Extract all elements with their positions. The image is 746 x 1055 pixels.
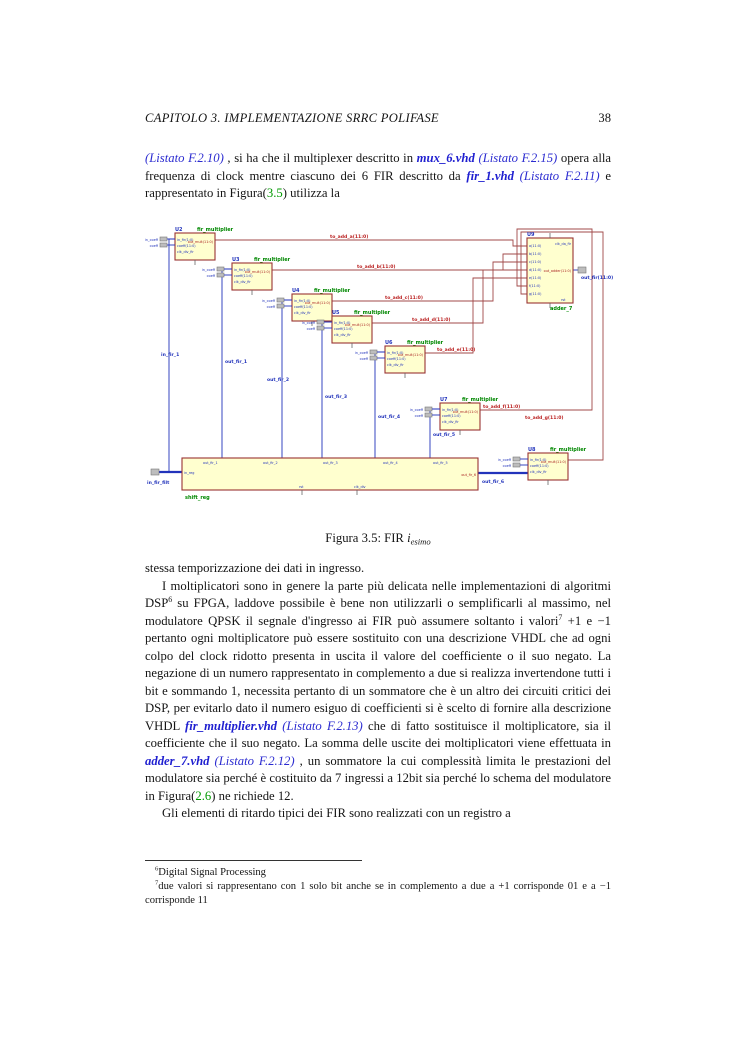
vhdl-file-link[interactable]: fir_1.vhd (466, 168, 514, 183)
paragraph-continuation (145, 560, 611, 578)
adder-rst-label: rst (561, 298, 566, 302)
text-run: , si ha che il multiplexer descritto in (223, 151, 417, 165)
mult-port-label: coeff(11:0) (177, 244, 196, 248)
coeff-pin-label: coeff (206, 274, 215, 278)
mult-port-label: in_fir(1:0) (387, 351, 404, 355)
footnote-7 (145, 880, 611, 908)
paragraph-delay-elements (145, 805, 611, 823)
shift-reg-top-port: out_fir_5 (433, 461, 448, 465)
figure-reference-link[interactable]: 3.5 (266, 186, 283, 200)
footnote-marker: 7 (155, 879, 159, 887)
coeff-pin-label: in_coeff (201, 268, 215, 272)
coeff-pin-label: coeff (414, 414, 423, 418)
mult-U2-ref: U2 (175, 227, 183, 233)
mult-U2-type-label: fir_multiplier (197, 227, 234, 233)
coeff-input-pin (425, 407, 432, 411)
paragraph-top (145, 150, 611, 203)
shift-reg-in-label: in_reg (184, 471, 195, 475)
footnote-6 (145, 866, 611, 880)
shift-reg-out-label: out_fir_6 (461, 473, 476, 477)
coeff-input-pin (370, 356, 377, 360)
net-label: in_fir_filt (147, 481, 170, 486)
coeff-input-pin (217, 273, 224, 277)
text-run: Digital Signal Processing (158, 867, 266, 878)
net-label: to_add_f(11:0) (483, 405, 521, 410)
coeff-input-pin (160, 243, 167, 247)
text-run: che di fatto sostituisce il moltiplicatore, sia il coefficiente che il suo negato. La somma delle uscite dei moltiplicatori viene effettuata in (145, 718, 611, 750)
mult-out-label: out_mult(11:0) (244, 270, 270, 274)
mult-out-label: out_mult(11:0) (304, 301, 330, 305)
shift-reg-bottom-label: clk_div (354, 485, 366, 489)
text-column-top (145, 150, 611, 203)
math-subscript: esimo (410, 536, 431, 547)
mult-port-label: clk_div_fir (294, 311, 311, 315)
adder-type-label: adder_7 (550, 306, 573, 312)
coeff-input-pin (277, 304, 284, 308)
text-run: opera alla frequenza di clock mentre ciascuno dei 6 FIR descritto da (145, 151, 611, 183)
net-label: out_fir_5 (433, 433, 456, 438)
coeff-input-pin (277, 298, 284, 302)
coeff-input-pin (317, 326, 324, 330)
coeff-pin-label: in_coeff (145, 238, 158, 242)
listing-link[interactable]: (Listato F.2.12) (214, 753, 295, 768)
mult-U8-ref: U8 (528, 447, 536, 453)
mult-port-label: coeff(11:0) (530, 464, 549, 468)
mult-port-label: clk_div_fir (334, 333, 351, 337)
mult-out-label: out_mult(11:0) (344, 323, 370, 327)
net-label: to_add_d(11:0) (412, 318, 451, 323)
mult-port-label: coeff(11:0) (387, 357, 406, 361)
adder-port-label: d(11:0) (529, 268, 542, 272)
mult-U7-ref: U7 (440, 397, 448, 403)
mult-U3-ref: U3 (232, 257, 240, 263)
adder-clk-label: clk_da_fir (555, 242, 571, 246)
page-header (145, 111, 611, 126)
text-run: ) utilizza la (282, 186, 340, 200)
mult-port-label: coeff(11:0) (294, 305, 313, 309)
mult-U3-type-label: fir_multiplier (254, 257, 291, 263)
fir-schematic-svg (145, 226, 615, 508)
wire-out-fir-3 (322, 322, 332, 458)
mult-port-label: in_fir(1:0) (334, 321, 351, 325)
text-run: I moltiplicatori sono in genere la parte più delicata nelle implementazioni di algoritmi DSP (145, 578, 611, 610)
footnote-marker: 6 (168, 594, 173, 604)
text-run: +1 e −1 pertanto ogni moltiplicatore può essere sostituito con una descrizione VHDL che ad ogni colpo del clock ridotto presenta in uscita il valore del coefficiente o il suo negato. La negazione di un numero rappresentato in complemento a due si realizza invertendone tutti i bit e sommando 1, necessita pertanto di un sommatore che è un altro dei circuiti critici dei DSP, per evitarlo dato il numero esiguo di coefficienti si è scelto di fornire alla descrizione VHDL (145, 613, 611, 733)
coeff-input-pin (425, 413, 432, 417)
net-label: to_add_e(11:0) (437, 348, 476, 353)
coeff-input-pin (513, 457, 520, 461)
shift-reg-top-port: out_fir_4 (383, 461, 398, 465)
coeff-pin-label: coeff (149, 244, 158, 248)
input-io-pin (151, 469, 159, 475)
mult-port-label: clk_div_fir (234, 280, 251, 284)
shift-reg-type-label: shift_reg (185, 495, 210, 501)
mult-U4-ref: U4 (292, 288, 300, 294)
mult-U5-type-label: fir_multiplier (354, 310, 391, 316)
shift-reg-bottom-label: rst (299, 485, 304, 489)
mult-out-label: out_mult(11:0) (540, 460, 566, 464)
chapter-header: CAPITOLO 3. IMPLEMENTAZIONE SRRC POLIFASE (145, 111, 439, 125)
adder-port-label: f(11:0) (529, 284, 541, 288)
output-io-pin (578, 267, 586, 273)
net-label: out_fir_2 (267, 378, 290, 383)
text-column-body (145, 560, 611, 823)
net-label: in_fir_1 (161, 353, 180, 358)
adder-port-label: g(11:0) (529, 292, 542, 296)
text-run: e rappresentato in Figura( (145, 168, 611, 200)
net-label: to_add_g(11:0) (525, 416, 564, 421)
mult-port-label: coeff(11:0) (334, 327, 353, 331)
mult-out-label: out_mult(11:0) (187, 240, 213, 244)
mult-port-label: in_fir(1:0) (294, 299, 311, 303)
mult-port-label: clk_div_fir (530, 470, 547, 474)
wire-to-add-a (215, 240, 527, 246)
coeff-input-pin (370, 350, 377, 354)
mult-port-label: clk_div_fir (177, 250, 194, 254)
net-label: out_fir_4 (378, 415, 401, 420)
coeff-input-pin (160, 237, 167, 241)
coeff-pin-label: coeff (266, 305, 275, 309)
listing-link[interactable]: (Listato F.2.13) (282, 718, 363, 733)
mult-port-label: in_fir(1:0) (442, 408, 459, 412)
text-run: due valori si rappresentano con 1 solo bit anche se in complemento a due a +1 corrisponde 01 e a −1 corrisponde 11 (145, 881, 611, 906)
wire-out-fir-4 (375, 352, 385, 458)
coeff-pin-label: in_coeff (354, 351, 368, 355)
figure-3-5-schematic (145, 226, 615, 508)
adder-port-label: e(11:0) (529, 276, 542, 280)
footnotes (145, 866, 611, 908)
coeff-input-pin (317, 320, 324, 324)
net-label: out_fir(11:0) (581, 276, 614, 281)
adder-out-label: out_adder(11:0) (543, 269, 571, 273)
wire-to-add-b (272, 254, 527, 270)
paragraph-multipliers (145, 578, 611, 806)
text-run: ) ne richiede 12. (211, 788, 294, 803)
text-run: su FPGA, laddove possibile è bene non utilizzarli o semplificarli al massimo, nel modulatore QPSK il segnale d'ingresso ai FIR può assumere soltanto i valori (145, 596, 611, 628)
vhdl-file-link[interactable]: adder_7.vhd (145, 753, 210, 768)
text-run: , un sommatore la cui complessità limita le prestazioni del modulatore sia perché è costituito da 7 ingressi a 12bit sia perché lo schema del modulatore in Figura( (145, 753, 611, 803)
listing-link[interactable]: (Listato F.2.11) (519, 168, 600, 183)
adder-port-label: b(11:0) (529, 252, 542, 256)
coeff-pin-label: coeff (306, 327, 315, 331)
mult-port-label: in_fir(1:0) (177, 238, 194, 242)
math-var: i (407, 531, 411, 545)
coeff-pin-label: in_coeff (497, 458, 511, 462)
footnote-marker: 7 (558, 612, 563, 622)
shift-reg-top-port: out_fir_1 (203, 461, 218, 465)
footnote-rule (145, 860, 362, 861)
coeff-pin-label: in_coeff (301, 321, 315, 325)
mult-out-label: out_mult(11:0) (397, 353, 423, 357)
coeff-pin-label: in_coeff (261, 299, 275, 303)
coeff-input-pin (217, 267, 224, 271)
figure-caption (145, 531, 611, 546)
coeff-input-pin (513, 463, 520, 467)
shift-reg-top-port: out_fir_2 (263, 461, 278, 465)
mult-U7-type-label: fir_multiplier (462, 397, 499, 403)
mult-U6-type-label: fir_multiplier (407, 340, 444, 346)
adder-ref: U9 (527, 232, 535, 238)
figure-caption-wrap (145, 531, 611, 546)
net-label: to_add_a(11:0) (330, 235, 369, 240)
net-label: to_add_c(11:0) (385, 296, 423, 301)
net-label: out_fir_1 (225, 360, 248, 365)
mult-port-label: in_fir(1:0) (234, 268, 251, 272)
text-run: Gli elementi di ritardo tipici dei FIR sono realizzati con un registro a (162, 806, 511, 820)
coeff-pin-label: in_coeff (409, 408, 423, 412)
listing-link[interactable]: (Listato F.2.10) (145, 151, 224, 165)
vhdl-file-link[interactable]: fir_multiplier.vhd (185, 718, 278, 733)
footnote-marker: 6 (155, 865, 159, 873)
mult-port-label: clk_div_fir (387, 363, 404, 367)
coeff-pin-label: coeff (359, 357, 368, 361)
mult-port-label: coeff(11:0) (442, 414, 461, 418)
mult-out-label: out_mult(11:0) (452, 410, 478, 414)
listing-link[interactable]: (Listato F.2.15) (478, 151, 558, 165)
text-run: stessa temporizzazione dei dati in ingresso. (145, 561, 365, 575)
mult-port-label: coeff(11:0) (234, 274, 253, 278)
adder-port-label: a(11:0) (529, 244, 542, 248)
figure-reference-link[interactable]: 2.6 (195, 788, 212, 803)
coeff-pin-label: coeff (502, 464, 511, 468)
mult-port-label: in_fir(1:0) (530, 458, 547, 462)
page-number: 38 (598, 111, 611, 125)
text-run: Figura 3.5: FIR (325, 531, 408, 545)
mult-port-label: clk_div_fir (442, 420, 459, 424)
mult-U6-ref: U6 (385, 340, 393, 346)
mult-U5-ref: U5 (332, 310, 340, 316)
net-label: out_fir_6 (482, 480, 505, 485)
mult-U8-type-label: fir_multiplier (550, 447, 587, 453)
vhdl-file-link[interactable]: mux_6.vhd (416, 151, 475, 165)
adder-port-label: c(11:0) (529, 260, 542, 264)
shift-reg-top-port: out_fir_3 (323, 461, 338, 465)
net-label: to_add_b(11:0) (357, 265, 396, 270)
net-label: out_fir_3 (325, 395, 348, 400)
mult-U4-type-label: fir_multiplier (314, 288, 351, 294)
